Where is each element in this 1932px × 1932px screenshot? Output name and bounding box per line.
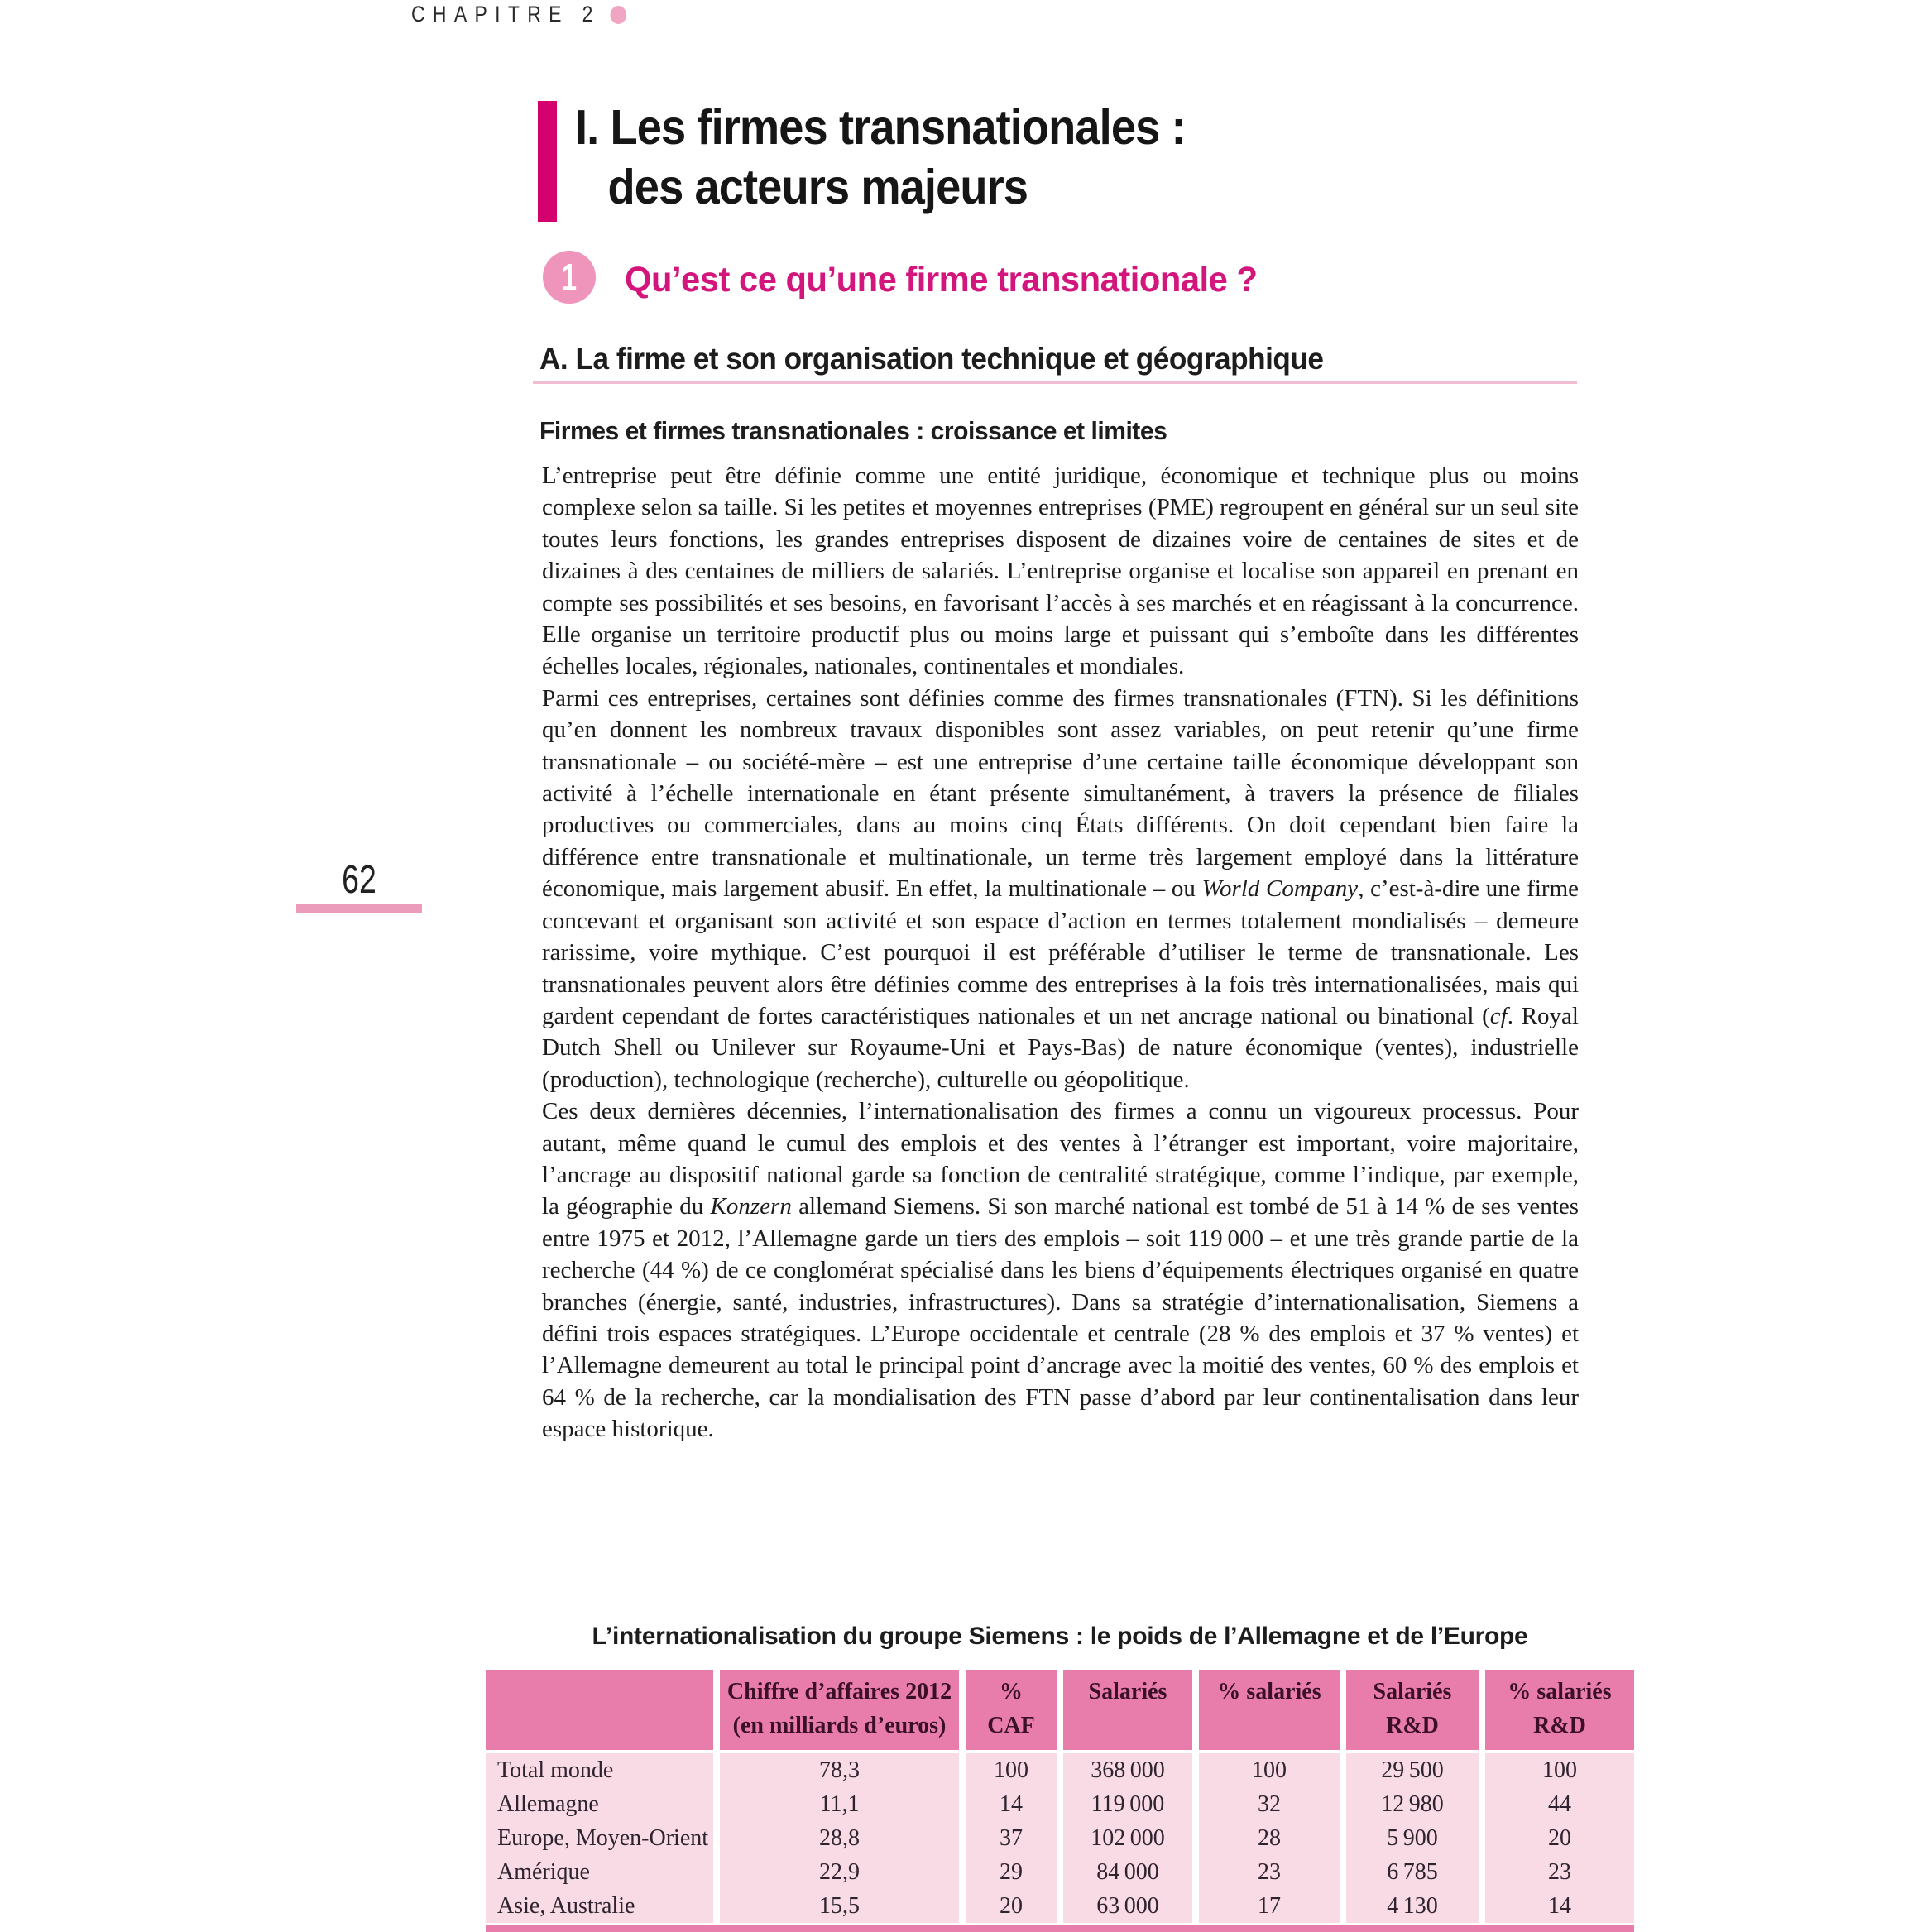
table-row-label: Europe, Moyen-Orient (486, 1821, 713, 1855)
table-cell: 100 (1199, 1753, 1340, 1787)
page-title (575, 98, 1186, 217)
table-header-cell (486, 1670, 713, 1750)
table-cell: 23 (1485, 1855, 1634, 1889)
chapter-running-head (411, 2, 626, 27)
table-header-cell: Salariés (1063, 1670, 1192, 1750)
page-title-line1: I. Les firmes transnationales : (575, 100, 1186, 155)
table-cell: 37 (966, 1821, 1057, 1855)
table-cell: 84 000 (1063, 1855, 1192, 1889)
table-cell: 15,5 (720, 1889, 959, 1923)
table-cell: 100 (1485, 1753, 1634, 1787)
table-cell: 28 (1199, 1821, 1340, 1855)
table-cell: 78,3 (720, 1753, 959, 1787)
table-cell: 11,1 (720, 1787, 959, 1821)
section-number-badge (543, 251, 596, 304)
siemens-table (486, 1670, 1634, 1932)
table-bottom-band (486, 1925, 1634, 1932)
table-cell: 119 000 (1063, 1787, 1192, 1821)
paragraph: Ces deux dernières décennies, l’internationalisation des firmes a connu un vigoureux processus. Pour autant, même quand le cumul des emplois et des ventes à l’étranger est important, voire majoritaire, l’ancrage au dispositif national garde sa fonction de centralité stratégique, comme l’indique, par exemple, la géographie du Konzern allemand Siemens. Si son marché national est tombé de 51 à 14 % de ses ventes entre 1975 et 2012, l’Allemagne garde un tiers des emplois – soit 119 000 – et une très grande partie de la recherche (44 %) de ce conglomérat spécialisé dans les biens d’équipements électriques organisé en quatre branches (énergie, santé, industries, infrastructures). Dans sa stratégie d’internationalisation, Siemens a défini trois espaces stratégiques. L’Europe occidentale et centrale (28 % des emplois et 37 % ventes) et l’Allemagne demeurent au total le principal point d’ancrage avec la moitié des ventes, 60 % des emplois et 64 % de la recherche, car la mondialisation des FTN passe d’abord par leur continentalisation dans leur espace historique. (542, 1098, 1579, 1443)
table-header-cell: Salariés R&D (1346, 1670, 1479, 1750)
table-header-row (486, 1670, 1634, 1750)
table-cell: 14 (966, 1787, 1057, 1821)
table-row-label: Amérique (486, 1855, 713, 1889)
table-cell: 5 900 (1346, 1821, 1479, 1855)
page-number: 62 (342, 858, 376, 902)
table-cell: 23 (1199, 1855, 1340, 1889)
table-cell: 20 (966, 1889, 1057, 1923)
table-cell: 29 (966, 1855, 1057, 1889)
subsection-b-heading: Firmes et firmes transnationales : croissance et limites (539, 416, 1167, 445)
title-accent-bar (538, 101, 557, 222)
table-cell: 32 (1199, 1787, 1340, 1821)
table-header-cell: Chiffre d’affaires 2012 (en milliards d’euros) (720, 1670, 959, 1750)
table-cell: 4 130 (1346, 1889, 1479, 1923)
subsection-a-heading: A. La firme et son organisation technique et géographique (539, 342, 1324, 376)
chapter-label-text: CHAPITRE 2 (411, 2, 601, 26)
page-number-bar (296, 904, 422, 913)
table-cell: 368 000 (1063, 1753, 1192, 1787)
table-cell: 17 (1199, 1889, 1340, 1923)
section-heading: Qu’est ce qu’une firme transnationale ? (625, 260, 1258, 300)
table-cell: 63 000 (1063, 1889, 1192, 1923)
table-cell: 28,8 (720, 1821, 959, 1855)
table-cell: 6 785 (1346, 1855, 1479, 1889)
table-caption: L’internationalisation du groupe Siemens : le poids de l’Allemagne et de l’Europe (592, 1623, 1528, 1650)
chapter-bullet-icon (611, 6, 627, 24)
paragraph: Parmi ces entreprises, certaines sont définies comme des firmes transnationales (FTN). Si les définitions qu’en donnent les nombreux travaux disponibles sont assez variables, on peut retenir qu’une firme transnationale – ou société-mère – est une entreprise d’une certaine taille économique développant son activité à l’échelle internationale en étant présente simultanément, à travers la présence de filiales productives ou commerciales, dans au moins cinq États différents. On doit cependant bien faire la différence entre transnationale et multinationale, un terme très largement employé dans la littérature économique, mais largement abusif. En effet, la multinationale – ou World Company, c’est-à-dire une firme concevant et organisant son activité et son espace d’action en termes totalement mondialisés – demeure rarissime, voire mythique. C’est pourquoi il est préférable d’utiliser le terme de transnationale. Les transnationales peuvent alors être définies comme des entreprises à la fois très internationalisées, mais qui gardent cependant de fortes caractéristiques nationales et un net ancrage national ou binational (cf. Royal Dutch Shell ou Unilever sur Royaume-Uni et Pays-Bas) de nature économique (ventes), industrielle (production), technologique (recherche), culturelle ou géopolitique. (542, 684, 1580, 1093)
table-cell: 29 500 (1346, 1753, 1479, 1787)
table-row-label: Asie, Australie (486, 1889, 713, 1923)
body-paragraphs (542, 460, 1579, 1445)
paragraph: L’entreprise peut être définie comme une entité juridique, économique et technique plus ou moins complexe selon sa taille. Si les petites et moyennes entreprises (PME) regroupent en général sur un seul site toutes leurs fonctions, les grandes entreprises disposent de dizaines voire de centaines de sites et de dizaines à des centaines de milliers de salariés. L’entreprise organise et localise son appareil en prenant en compte ses possibilités et ses besoins, en favorisant l’accès à ses marchés et en réagissant à la concurrence. Elle organise un territoire productif plus ou moins large et puissant qui s’emboîte dans les différentes échelles locales, régionales, nationales, continentales et mondiales. (542, 463, 1579, 680)
main-title-block (538, 98, 1239, 217)
subsection-a-underline (533, 381, 1577, 384)
table-body (486, 1753, 1634, 1923)
table-cell: 20 (1485, 1821, 1634, 1855)
table-cell: 22,9 (720, 1855, 959, 1889)
table-header-cell: % salariés (1199, 1670, 1340, 1750)
table-header-cell: % CAF (966, 1670, 1057, 1750)
table-cell: 44 (1485, 1787, 1634, 1821)
table-cell: 12 980 (1346, 1787, 1479, 1821)
page-title-line2: des acteurs majeurs (607, 160, 1028, 214)
section-number: 1 (561, 256, 578, 299)
table-cell: 14 (1485, 1889, 1634, 1923)
table-header-cell: % salariés R&D (1485, 1670, 1634, 1750)
table-cell: 102 000 (1063, 1821, 1192, 1855)
table-cell: 100 (966, 1753, 1057, 1787)
table-row-label: Total monde (486, 1753, 713, 1787)
table-row-label: Allemagne (486, 1787, 713, 1821)
